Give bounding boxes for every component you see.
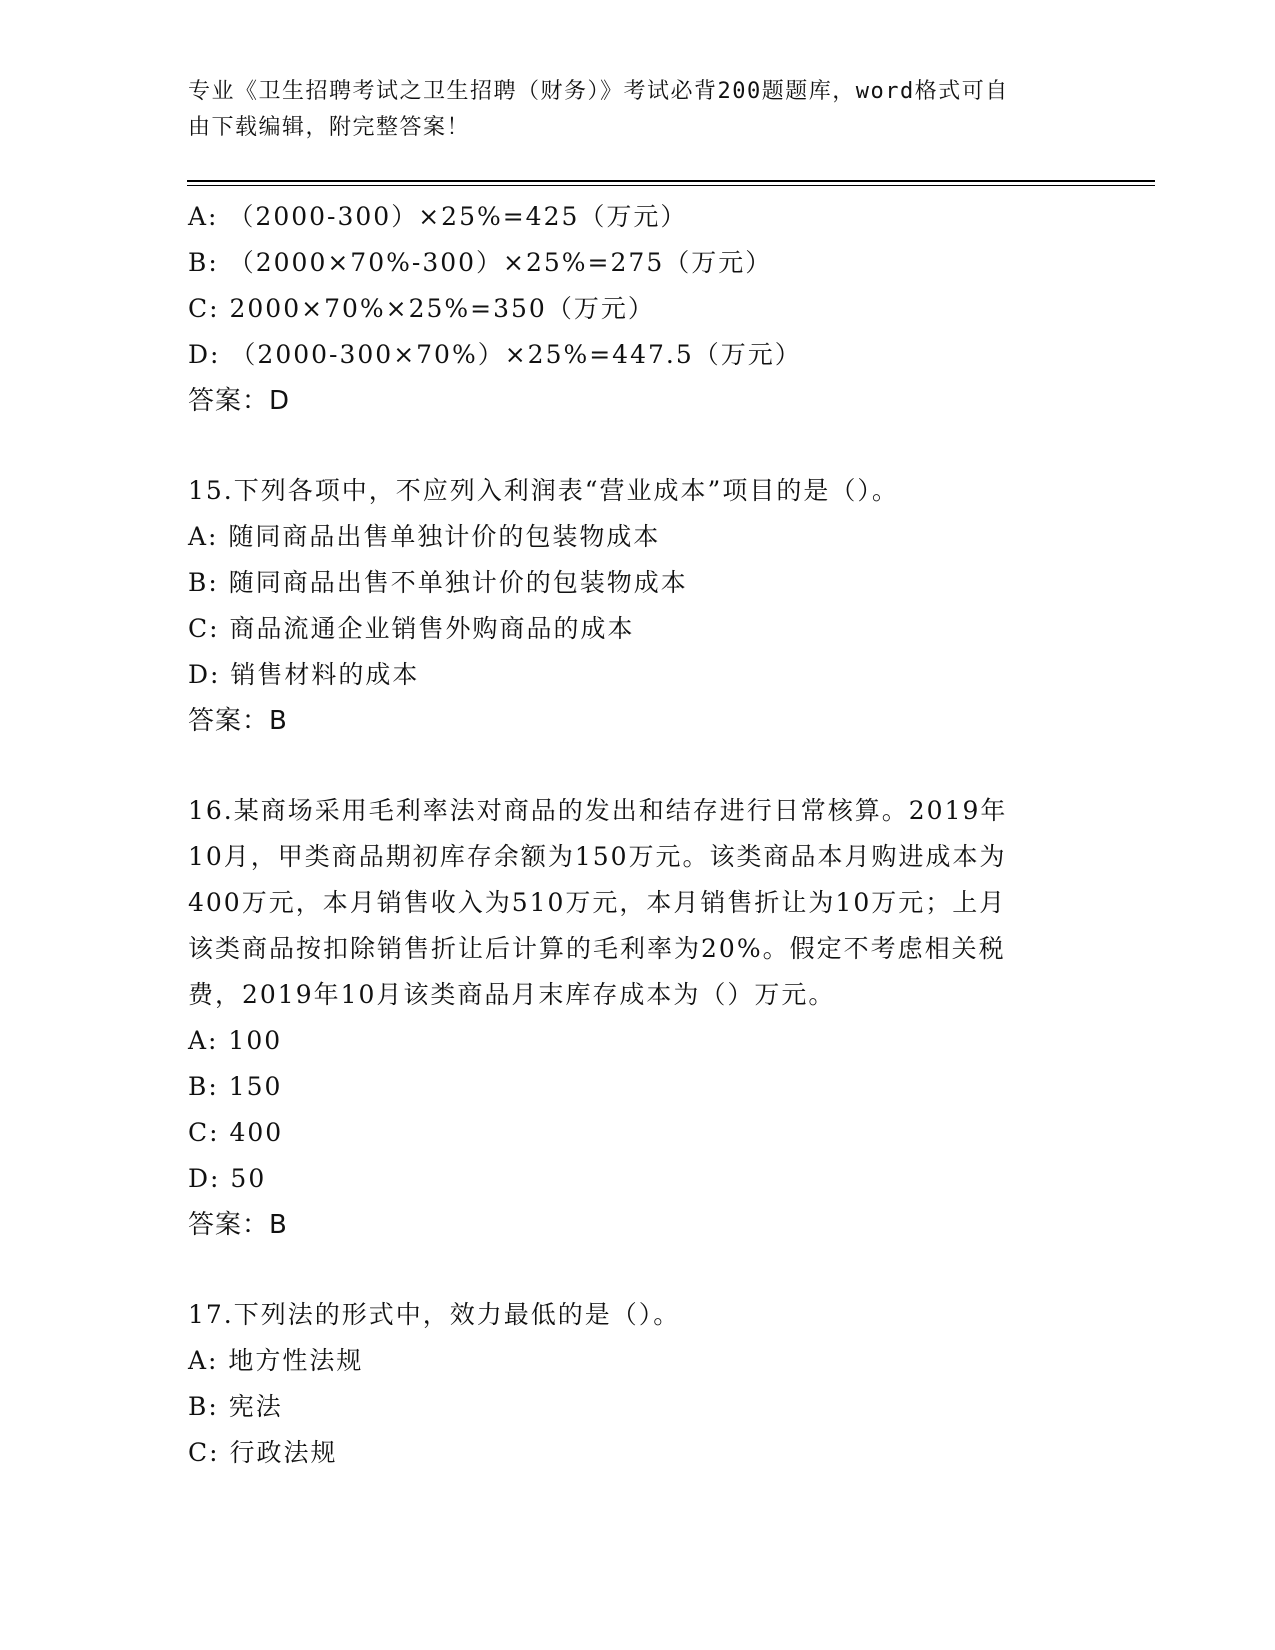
option-a: A: （2000-300）×25%=425（万元） <box>188 202 688 231</box>
option-c: C: 商品流通企业销售外购商品的成本 <box>188 614 635 643</box>
header-divider-thin <box>187 185 1155 186</box>
header-line-1: 专业《卫生招聘考试之卫生招聘（财务）》考试必背200题题库，word格式可自 <box>188 79 1009 104</box>
option-c: C: 2000×70%×25%=350（万元） <box>188 294 655 323</box>
option-b: B: 宪法 <box>188 1392 283 1421</box>
question-text-line-5: 费，2019年10月该类商品月末库存成本为（）万元。 <box>188 980 836 1009</box>
question-text-line-1: 16.某商场采用毛利率法对商品的发出和结存进行日常核算。2019年 <box>188 796 1008 825</box>
question-content <box>188 194 1078 1476</box>
question-14-block <box>188 194 1078 424</box>
answer-label: 答案：B <box>188 1210 288 1240</box>
header-line-2: 由下载编辑，附完整答案！ <box>188 115 471 140</box>
option-b: B: 随同商品出售不单独计价的包装物成本 <box>188 568 688 597</box>
question-15-block <box>188 468 1078 744</box>
option-c: C: 行政法规 <box>188 1438 338 1467</box>
answer-label: 答案：B <box>188 706 288 736</box>
question-text: 17.下列法的形式中，效力最低的是（）。 <box>188 1300 681 1329</box>
question-16-block <box>188 788 1078 1248</box>
option-b: B: （2000×70%-300）×25%=275（万元） <box>188 248 773 277</box>
option-a: A: 地方性法规 <box>188 1346 364 1375</box>
option-a: A: 100 <box>188 1026 283 1055</box>
answer-label: 答案：D <box>188 386 291 416</box>
document-header <box>188 74 1068 146</box>
question-text-line-2: 10月，甲类商品期初库存余额为150万元。该类商品本月购进成本为 <box>188 842 1007 871</box>
option-a: A: 随同商品出售单独计价的包装物成本 <box>188 522 661 551</box>
option-b: B: 150 <box>188 1072 283 1101</box>
question-text-line-4: 该类商品按扣除销售折让后计算的毛利率为20%。假定不考虑相关税 <box>188 934 1006 963</box>
option-d: D: 销售材料的成本 <box>188 660 420 689</box>
question-text-line-3: 400万元，本月销售收入为510万元，本月销售折让为10万元；上月 <box>188 888 1007 917</box>
header-divider-thick <box>187 180 1155 182</box>
question-text: 15.下列各项中，不应列入利润表“营业成本”项目的是（）。 <box>188 476 899 505</box>
question-17-block <box>188 1292 1078 1476</box>
option-d: D: （2000-300×70%）×25%=447.5（万元） <box>188 340 802 369</box>
option-d: D: 50 <box>188 1164 267 1193</box>
option-c: C: 400 <box>188 1118 284 1147</box>
